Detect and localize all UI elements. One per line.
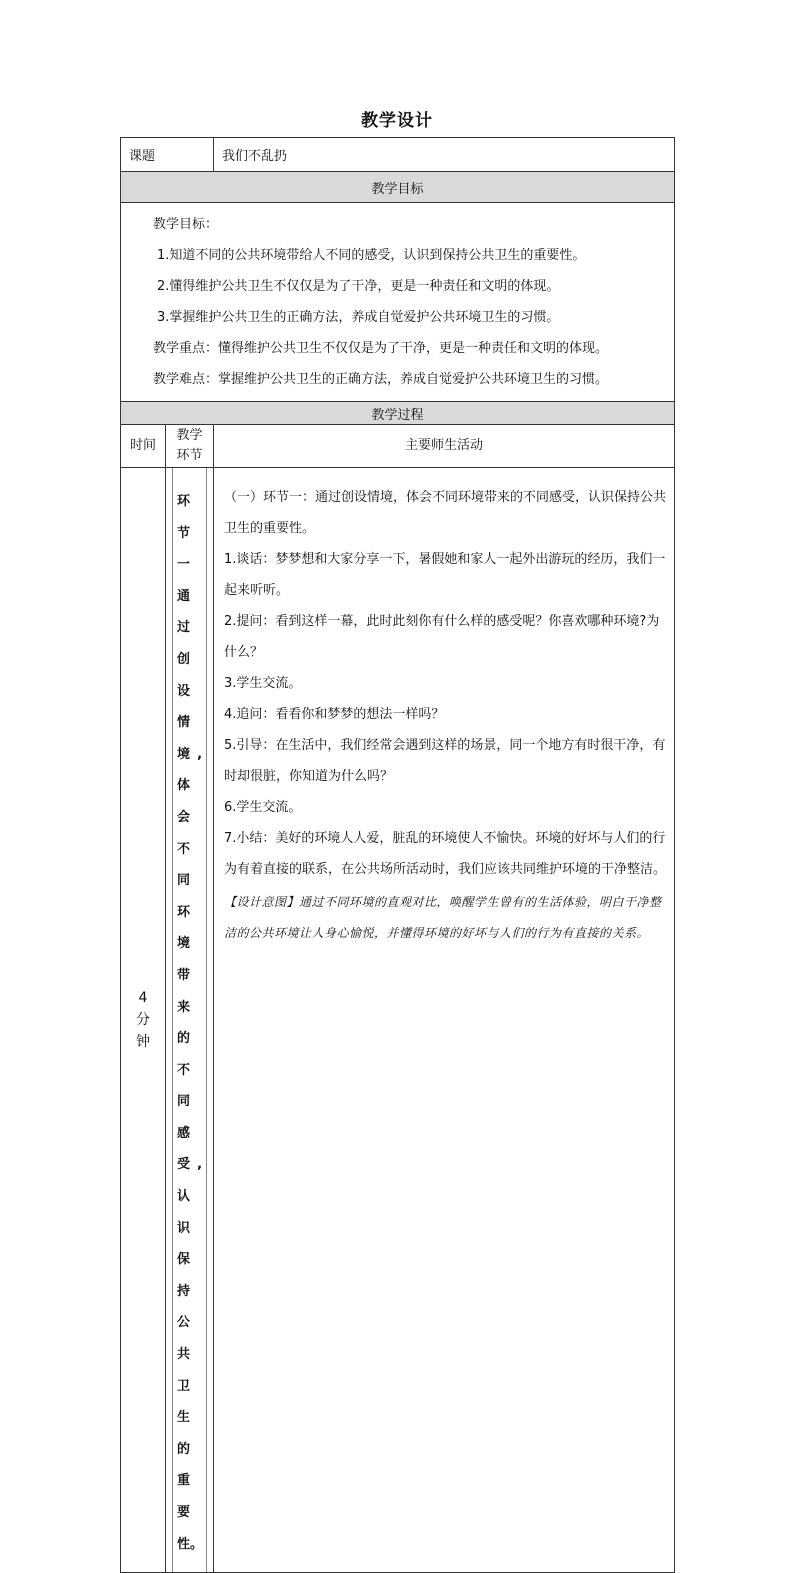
process-section-header: 教学过程 [121, 402, 675, 425]
process-row [121, 468, 675, 1573]
activity-item: 5.引导：在生活中，我们经常会遇到这样的场景，同一个地方有时很干净，有时却很脏，你知道为什么吗？ [224, 738, 666, 784]
activity-item: 2.提问：看到这样一幕，此时此刻你有什么样的感受呢？你喜欢哪种环境?为什么？ [224, 614, 660, 660]
activity-item: 4.追问：看看你和梦梦的想法一样吗？ [224, 707, 445, 722]
key-point: 教学重点：懂得维护公共卫生不仅仅是为了干净，更是一种责任和文明的体现。 [153, 341, 609, 356]
goal-item-1: 1.知道不同的公共环境带给人不同的感受，认识到保持公共卫生的重要性。 [157, 248, 586, 263]
topic-label: 课题 [121, 138, 214, 172]
activity-item: 1.谈话：梦梦想和大家分享一下，暑假她和家人一起外出游玩的经历，我们一起来听听。 [224, 552, 666, 598]
time-cell [121, 468, 166, 1573]
stage-text: 环节一通过创设情境,体会不同环境带来的不同感受,认识保持公共卫生的重要性。 [177, 494, 204, 1552]
activity-item: 6.学生交流。 [224, 800, 302, 815]
topic-value: 我们不乱扔 [214, 138, 675, 172]
goals-content [121, 203, 675, 402]
difficult-point: 教学难点：掌握维护公共卫生的正确方法，养成自觉爱护公共环境卫生的习惯。 [153, 372, 609, 387]
goals-intro: 教学目标： [153, 217, 219, 232]
topic-row [121, 138, 675, 172]
goals-section-header: 教学目标 [121, 172, 675, 203]
page-title: 教学设计 [361, 111, 433, 131]
goal-item-3: 3.掌握维护公共卫生的正确方法，养成自觉爱护公共环境卫生的习惯。 [157, 310, 560, 325]
activity-item: 3.学生交流。 [224, 676, 302, 691]
time-value: 4分钟 [136, 990, 150, 1051]
lesson-plan-table [120, 137, 675, 1573]
column-header-activity: 主要师生活动 [214, 425, 675, 468]
design-intent: 【设计意图】通过不同环境的直观对比，唤醒学生曾有的生活体验，明白干净整洁的公共环境让人身心愉悦，并懂得环境的好坏与人们的行为有直接的关系。 [224, 895, 662, 940]
column-header-stage: 教学环节 [166, 425, 214, 468]
stage-cell [166, 468, 214, 1573]
activity-heading: （一）环节一：通过创设情境，体会不同环境带来的不同感受，认识保持公共卫生的重要性。 [224, 490, 667, 536]
goal-item-2: 2.懂得维护公共卫生不仅仅是为了干净，更是一种责任和文明的体现。 [157, 279, 560, 294]
activity-cell [214, 468, 675, 1573]
column-header-time: 时间 [121, 425, 166, 468]
activity-item: 7.小结：美好的环境人人爱，脏乱的环境使人不愉快。环境的好坏与人们的行为有着直接的联系，在公共场所活动时，我们应该共同维护环境的干净整洁。 [224, 831, 667, 877]
